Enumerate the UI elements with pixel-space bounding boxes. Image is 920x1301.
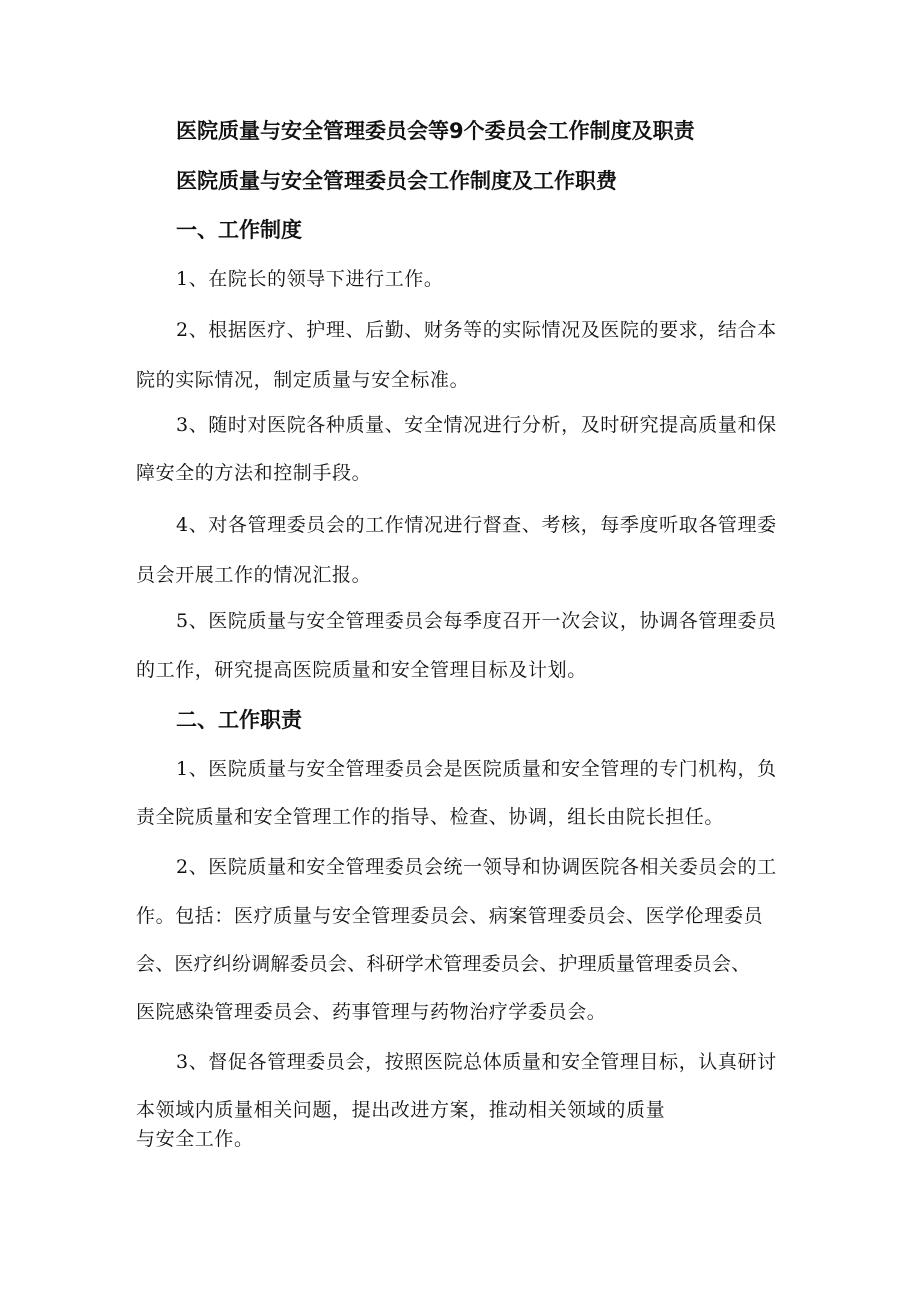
section2-item2-line4: 医院感染管理委员会、药事管理与药物治疗学委员会。 [136, 1001, 607, 1023]
section1-item3-line2: 障安全的方法和控制手段。 [136, 462, 372, 484]
section1-item1-line1: 1、在院长的领导下进行工作。 [176, 268, 444, 290]
section2-item1-line2: 责全院质量和安全管理工作的指导、检查、协调，组长由院长担任。 [136, 806, 725, 828]
section-heading-work-duties: 二、工作职责 [176, 708, 302, 732]
section1-item5-line1: 5、医院质量与安全管理委员会每季度召开一次会议，协调各管理委员 [176, 610, 777, 632]
section2-item2-line1: 2、医院质量和安全管理委员会统一领导和协调医院各相关委员会的工 [176, 856, 777, 878]
section1-item4-line2: 员会开展工作的情况汇报。 [136, 564, 372, 586]
section1-item5-line2: 的工作，研究提高医院质量和安全管理目标及计划。 [136, 659, 587, 681]
section2-item3-line1: 3、督促各管理委员会，按照医院总体质量和安全管理目标，认真研讨 [176, 1051, 777, 1073]
section1-item4-line1: 4、对各管理委员会的工作情况进行督查、考核，每季度听取各管理委 [176, 514, 777, 536]
section2-item3-line3: 与安全工作。 [136, 1128, 254, 1150]
document-title: 医院质量与安全管理委员会等9个委员会工作制度及职责 [176, 119, 695, 143]
section1-item2-line2: 院的实际情况，制定质量与安全标准。 [136, 369, 470, 391]
section1-item2-line1: 2、根据医疗、护理、后勤、财务等的实际情况及医院的要求，结合本 [176, 319, 777, 341]
document-subtitle: 医院质量与安全管理委员会工作制度及工作职费 [176, 169, 617, 193]
section1-item3-line1: 3、随时对医院各种质量、安全情况进行分析，及时研究提高质量和保 [176, 414, 777, 436]
section2-item2-line3: 会、医疗纠纷调解委员会、科研学术管理委员会、护理质量管理委员会、 [136, 953, 751, 975]
section2-item1-line1: 1、医院质量与安全管理委员会是医院质量和安全管理的专门机构，负 [176, 758, 777, 780]
section2-item2-line2: 作。包括：医疗质量与安全管理委员会、病案管理委员会、医学伦理委员 [136, 905, 764, 927]
section-heading-work-system: 一、工作制度 [176, 218, 302, 242]
section2-item3-line2: 本领域内质量相关问题，提出改进方案，推动相关领域的质量 [136, 1099, 666, 1121]
